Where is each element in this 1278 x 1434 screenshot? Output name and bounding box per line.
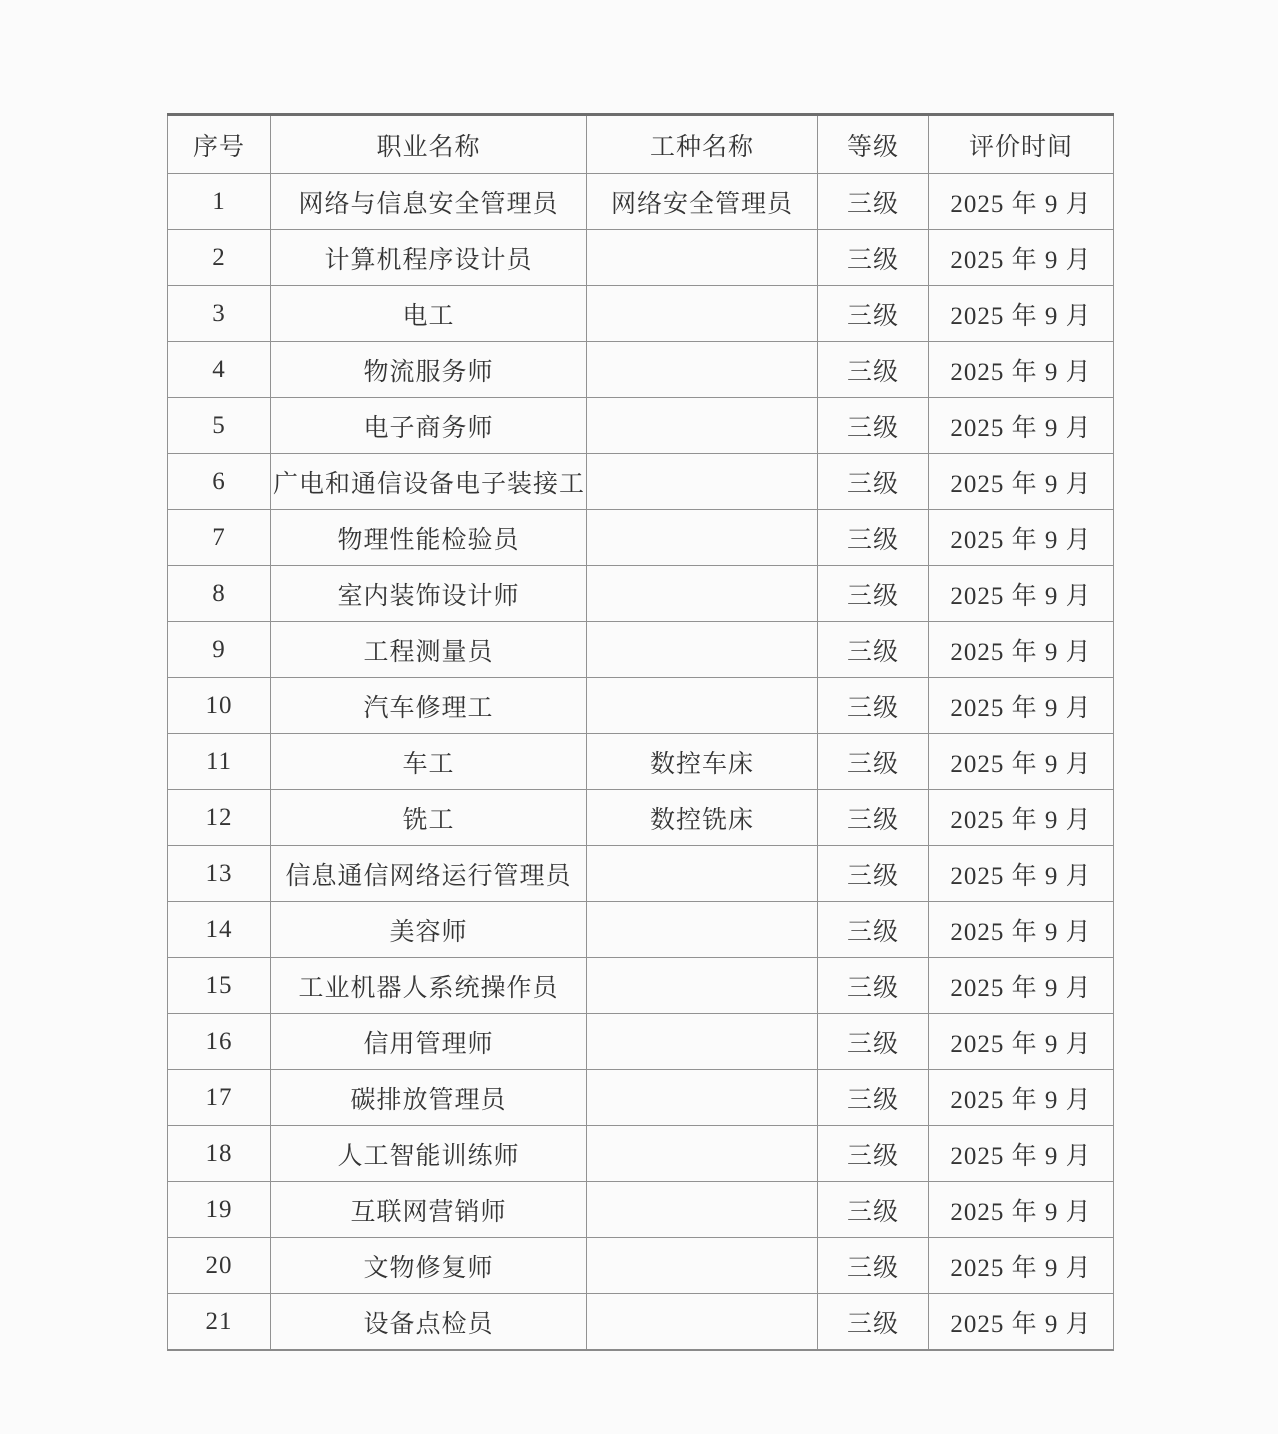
cell-occupation: 室内装饰设计师 — [271, 566, 587, 622]
cell-index: 15 — [168, 958, 271, 1014]
cell-trade — [587, 622, 818, 678]
table-row — [168, 734, 1114, 790]
header-cell-date: 评价时间 — [929, 115, 1114, 174]
table-row — [168, 790, 1114, 846]
cell-date: 2025 年 9 月 — [929, 790, 1114, 846]
cell-occupation: 文物修复师 — [271, 1238, 587, 1294]
cell-level: 三级 — [818, 1014, 929, 1070]
cell-trade — [587, 398, 818, 454]
cell-level: 三级 — [818, 230, 929, 286]
table-body — [168, 174, 1114, 1351]
cell-date: 2025 年 9 月 — [929, 622, 1114, 678]
table-row — [168, 902, 1114, 958]
cell-index: 10 — [168, 678, 271, 734]
cell-occupation: 人工智能训练师 — [271, 1126, 587, 1182]
table-row — [168, 1070, 1114, 1126]
cell-level: 三级 — [818, 734, 929, 790]
cell-level: 三级 — [818, 902, 929, 958]
cell-index: 2 — [168, 230, 271, 286]
cell-date: 2025 年 9 月 — [929, 174, 1114, 230]
cell-level: 三级 — [818, 286, 929, 342]
cell-level: 三级 — [818, 622, 929, 678]
cell-date: 2025 年 9 月 — [929, 1238, 1114, 1294]
table-row — [168, 230, 1114, 286]
cell-index: 4 — [168, 342, 271, 398]
table-row — [168, 286, 1114, 342]
cell-date: 2025 年 9 月 — [929, 398, 1114, 454]
cell-date: 2025 年 9 月 — [929, 1126, 1114, 1182]
cell-index: 6 — [168, 454, 271, 510]
table-row — [168, 1182, 1114, 1238]
cell-occupation: 铣工 — [271, 790, 587, 846]
cell-occupation: 电工 — [271, 286, 587, 342]
cell-date: 2025 年 9 月 — [929, 1014, 1114, 1070]
cell-index: 17 — [168, 1070, 271, 1126]
cell-index: 7 — [168, 510, 271, 566]
cell-trade — [587, 1070, 818, 1126]
cell-level: 三级 — [818, 1070, 929, 1126]
cell-level: 三级 — [818, 1126, 929, 1182]
table-row — [168, 1294, 1114, 1351]
cell-occupation: 工业机器人系统操作员 — [271, 958, 587, 1014]
cell-occupation: 信用管理师 — [271, 1014, 587, 1070]
cell-occupation: 网络与信息安全管理员 — [271, 174, 587, 230]
cell-index: 1 — [168, 174, 271, 230]
cell-trade — [587, 1182, 818, 1238]
cell-occupation: 互联网营销师 — [271, 1182, 587, 1238]
cell-index: 20 — [168, 1238, 271, 1294]
cell-level: 三级 — [818, 678, 929, 734]
cell-trade — [587, 342, 818, 398]
cell-index: 14 — [168, 902, 271, 958]
cell-trade — [587, 678, 818, 734]
cell-trade — [587, 1238, 818, 1294]
cell-level: 三级 — [818, 958, 929, 1014]
cell-occupation: 物流服务师 — [271, 342, 587, 398]
cell-trade: 数控车床 — [587, 734, 818, 790]
cell-index: 21 — [168, 1294, 271, 1351]
cell-trade — [587, 902, 818, 958]
cell-date: 2025 年 9 月 — [929, 902, 1114, 958]
cell-date: 2025 年 9 月 — [929, 342, 1114, 398]
cell-index: 19 — [168, 1182, 271, 1238]
cell-date: 2025 年 9 月 — [929, 1294, 1114, 1351]
cell-trade — [587, 1126, 818, 1182]
cell-trade — [587, 846, 818, 902]
cell-level: 三级 — [818, 510, 929, 566]
cell-occupation: 工程测量员 — [271, 622, 587, 678]
cell-date: 2025 年 9 月 — [929, 566, 1114, 622]
table-row — [168, 566, 1114, 622]
cell-date: 2025 年 9 月 — [929, 230, 1114, 286]
cell-level: 三级 — [818, 790, 929, 846]
cell-occupation: 汽车修理工 — [271, 678, 587, 734]
table-row — [168, 622, 1114, 678]
table-row — [168, 846, 1114, 902]
cell-occupation: 车工 — [271, 734, 587, 790]
cell-date: 2025 年 9 月 — [929, 286, 1114, 342]
cell-date: 2025 年 9 月 — [929, 1182, 1114, 1238]
cell-trade — [587, 230, 818, 286]
cell-date: 2025 年 9 月 — [929, 454, 1114, 510]
cell-index: 8 — [168, 566, 271, 622]
cell-level: 三级 — [818, 1238, 929, 1294]
cell-level: 三级 — [818, 1182, 929, 1238]
cell-occupation: 碳排放管理员 — [271, 1070, 587, 1126]
cell-level: 三级 — [818, 1294, 929, 1351]
table-row — [168, 510, 1114, 566]
table-row — [168, 958, 1114, 1014]
cell-date: 2025 年 9 月 — [929, 734, 1114, 790]
table-row — [168, 398, 1114, 454]
cell-level: 三级 — [818, 342, 929, 398]
cell-occupation: 计算机程序设计员 — [271, 230, 587, 286]
cell-date: 2025 年 9 月 — [929, 678, 1114, 734]
cell-level: 三级 — [818, 398, 929, 454]
cell-occupation: 美容师 — [271, 902, 587, 958]
table-row — [168, 1238, 1114, 1294]
cell-occupation: 物理性能检验员 — [271, 510, 587, 566]
cell-trade — [587, 510, 818, 566]
cell-trade — [587, 1014, 818, 1070]
cell-index: 18 — [168, 1126, 271, 1182]
cell-occupation: 信息通信网络运行管理员 — [271, 846, 587, 902]
cell-date: 2025 年 9 月 — [929, 958, 1114, 1014]
cell-date: 2025 年 9 月 — [929, 1070, 1114, 1126]
cell-trade — [587, 286, 818, 342]
cell-occupation: 电子商务师 — [271, 398, 587, 454]
table-header — [168, 115, 1114, 174]
header-cell-occupation: 职业名称 — [271, 115, 587, 174]
table-row — [168, 1126, 1114, 1182]
cell-date: 2025 年 9 月 — [929, 846, 1114, 902]
cell-date: 2025 年 9 月 — [929, 510, 1114, 566]
cell-index: 3 — [168, 286, 271, 342]
cell-index: 11 — [168, 734, 271, 790]
cell-level: 三级 — [818, 454, 929, 510]
table-row — [168, 678, 1114, 734]
cell-trade — [587, 1294, 818, 1351]
cell-level: 三级 — [818, 566, 929, 622]
cell-index: 9 — [168, 622, 271, 678]
cell-index: 12 — [168, 790, 271, 846]
table-row — [168, 342, 1114, 398]
cell-occupation: 广电和通信设备电子装接工 — [271, 454, 587, 510]
cell-level: 三级 — [818, 846, 929, 902]
cell-level: 三级 — [818, 174, 929, 230]
table-row — [168, 454, 1114, 510]
cell-occupation: 设备点检员 — [271, 1294, 587, 1351]
header-cell-level: 等级 — [818, 115, 929, 174]
header-cell-index: 序号 — [168, 115, 271, 174]
cell-index: 16 — [168, 1014, 271, 1070]
cell-trade — [587, 454, 818, 510]
cell-trade — [587, 958, 818, 1014]
header-row — [168, 115, 1114, 174]
cell-index: 5 — [168, 398, 271, 454]
cell-trade: 网络安全管理员 — [587, 174, 818, 230]
occupation-evaluation-table — [167, 113, 1114, 1351]
table-row — [168, 1014, 1114, 1070]
table-row — [168, 174, 1114, 230]
cell-index: 13 — [168, 846, 271, 902]
header-cell-trade: 工种名称 — [587, 115, 818, 174]
cell-trade — [587, 566, 818, 622]
cell-trade: 数控铣床 — [587, 790, 818, 846]
